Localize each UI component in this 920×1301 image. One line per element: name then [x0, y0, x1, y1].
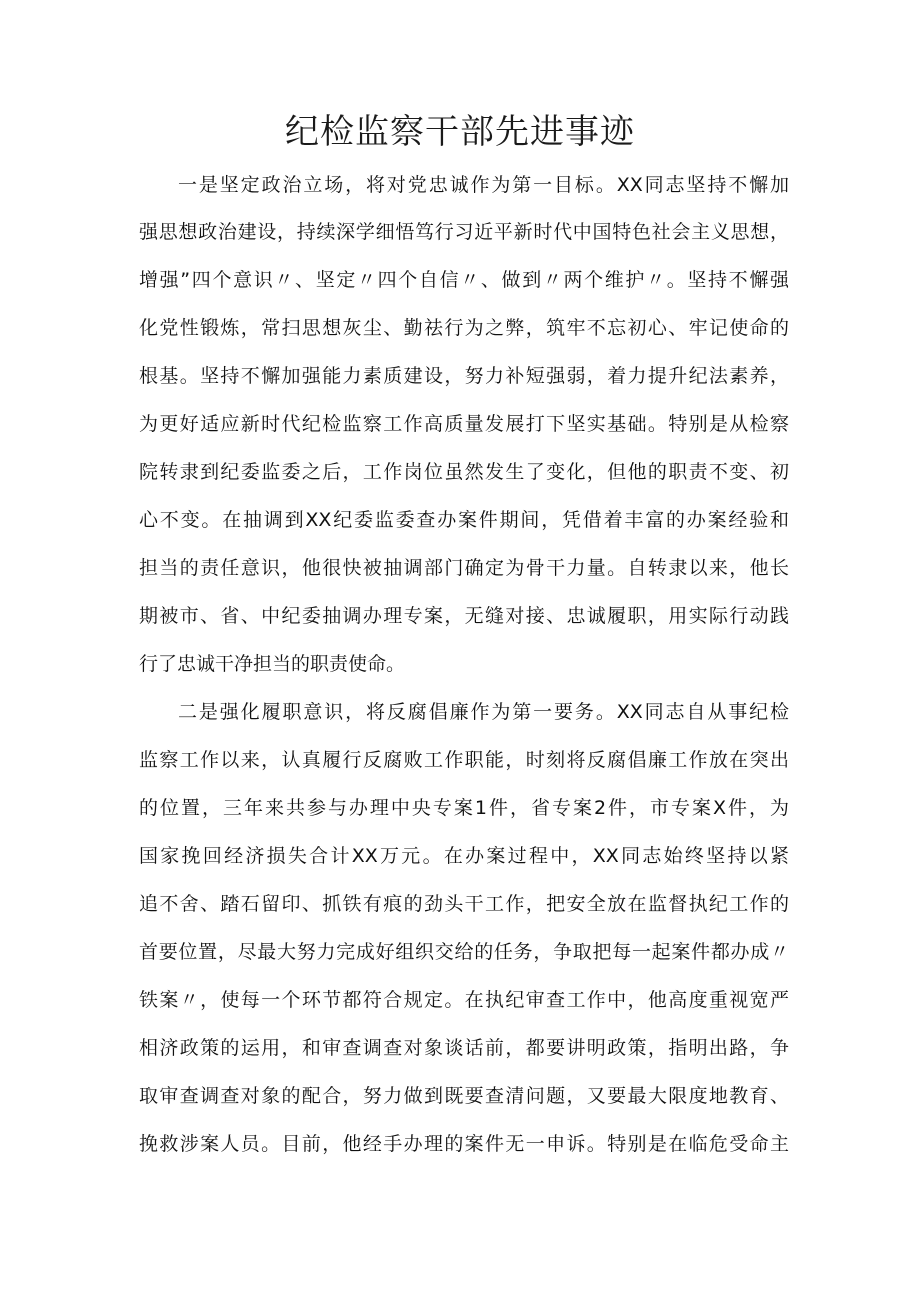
paragraph-1-line: 心不变。在抽调到XX纪委监委查办案件期间，凭借着丰富的办案经验和 [139, 509, 789, 531]
paragraph-2-line: 的位置，三年来共参与办理中央专案1件，省专案2件，市专案X件，为 [139, 797, 789, 819]
paragraph-1-line: 根基。坚持不懈加强能力素质建设，努力补短强弱，着力提升纪法素养， [139, 365, 789, 387]
paragraph-2-line: 二是强化履职意识，将反腐倡廉作为第一要务。XX同志自从事纪检 [178, 701, 789, 723]
paragraph-2-line: 监察工作以来，认真履行反腐败工作职能，时刻将反腐倡廉工作放在突出 [139, 749, 789, 771]
document-title: 纪检监察干部先进事迹 [285, 112, 635, 152]
paragraph-1-line: 强思想政治建设，持续深学细悟笃行习近平新时代中国特色社会主义思想， [139, 221, 789, 243]
paragraph-2-line: 首要位置，尽最大努力完成好组织交给的任务，争取把每一起案件都办成〃 [139, 941, 789, 963]
paragraph-2-line: 挽救涉案人员。目前，他经手办理的案件无一申诉。特别是在临危受命主 [139, 1133, 789, 1155]
paragraph-1-line: 担当的责任意识，他很快被抽调部门确定为骨干力量。自转隶以来，他长 [139, 557, 789, 579]
paragraph-1-line: 行了忠诚干净担当的职责使命。 [139, 653, 406, 675]
paragraph-1-line: 增强”四个意识〃、坚定〃四个自信〃、做到〃两个维护〃。坚持不懈强 [139, 269, 789, 291]
paragraph-1-line: 院转隶到纪委监委之后，工作岗位虽然发生了变化，但他的职责不变、初 [139, 461, 789, 483]
paragraph-2-line: 取审查调查对象的配合，努力做到既要查清问题，又要最大限度地教育、 [139, 1085, 789, 1107]
paragraph-1-line: 化党性锻炼，常扫思想灰尘、勤祛行为之弊，筑牢不忘初心、牢记使命的 [139, 317, 789, 339]
paragraph-1-line: 为更好适应新时代纪检监察工作高质量发展打下坚实基础。特别是从检察 [139, 413, 789, 435]
paragraph-2-line: 相济政策的运用，和审查调查对象谈话前，都要讲明政策，指明出路，争 [139, 1037, 789, 1059]
paragraph-1-line: 一是坚定政治立场，将对党忠诚作为第一目标。XX同志坚持不懈加 [178, 174, 789, 196]
paragraph-2-line: 追不舍、踏石留印、抓铁有痕的劲头干工作，把安全放在监督执纪工作的 [139, 893, 789, 915]
paragraph-1-line: 期被市、省、中纪委抽调办理专案，无缝对接、忠诚履职，用实际行动践 [139, 605, 789, 627]
paragraph-2-line: 铁案〃，使每一个环节都符合规定。在执纪审查工作中，他高度重视宽严 [139, 989, 789, 1011]
paragraph-2-line: 国家挽回经济损失合计XX万元。在办案过程中，XX同志始终坚持以紧 [139, 845, 789, 867]
